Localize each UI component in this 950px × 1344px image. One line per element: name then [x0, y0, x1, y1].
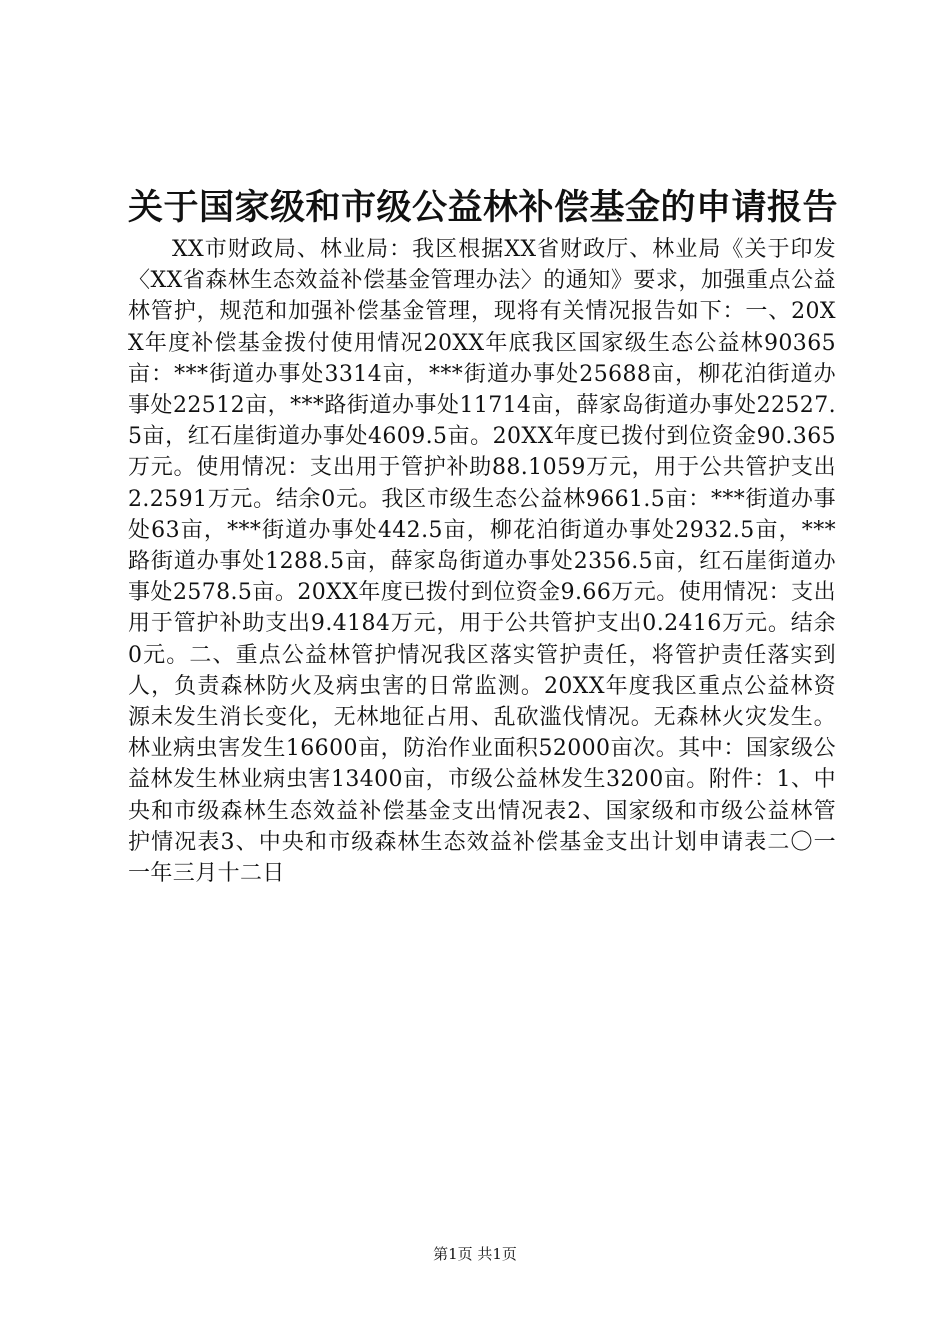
- document-body: XX市财政局、林业局：我区根据XX省财政厅、林业局《关于印发〈XX省森林生态效益补偿基金管理办法〉的通知》要求，加强重点公益林管护，规范和加强补偿基金管理，现将有关情况报告如下：一、20XX年度补偿基金拨付使用情况20XX年底我区国家级生态公益林90365亩：***街道办事处3314亩，***街道办事处25688亩，柳花泊街道办事处22512亩，***路街道办事处11714亩，薛家岛街道办事处22527.5亩，红石崖街道办事处4609.5亩。20XX年度已拨付到位资金90.365万元。使用情况：支出用于管护补助88.1059万元，用于公共管护支出2.2591万元。结余0元。我区市级生态公益林9661.5亩：***街道办事处63亩，***街道办事处442.5亩，柳花泊街道办事处2932.5亩，***路街道办事处1288.5亩，薛家岛街道办事处2356.5亩，红石崖街道办事处2578.5亩。20XX年度已拨付到位资金9.66万元。使用情况：支出用于管护补助支出9.4184万元，用于公共管护支出0.2416万元。结余0元。二、重点公益林管护情况我区落实管护责任，将管护责任落实到人，负责森林防火及病虫害的日常监测。20XX年度我区重点公益林资源未发生消长变化，无林地征占用、乱砍滥伐情况。无森林火灾发生。林业病虫害发生16600亩，防治作业面积52000亩次。其中：国家级公益林发生林业病虫害13400亩，市级公益林发生3200亩。附件：1、中央和市级森林生态效益补偿基金支出情况表2、国家级和市级公益林管护情况表3、中央和市级森林生态效益补偿基金支出计划申请表二〇一一年三月十二日: [128, 237, 836, 887]
- document-title: 关于国家级和市级公益林补偿基金的申请报告: [128, 187, 839, 228]
- page-number: 第1页 共1页: [433, 1245, 517, 1263]
